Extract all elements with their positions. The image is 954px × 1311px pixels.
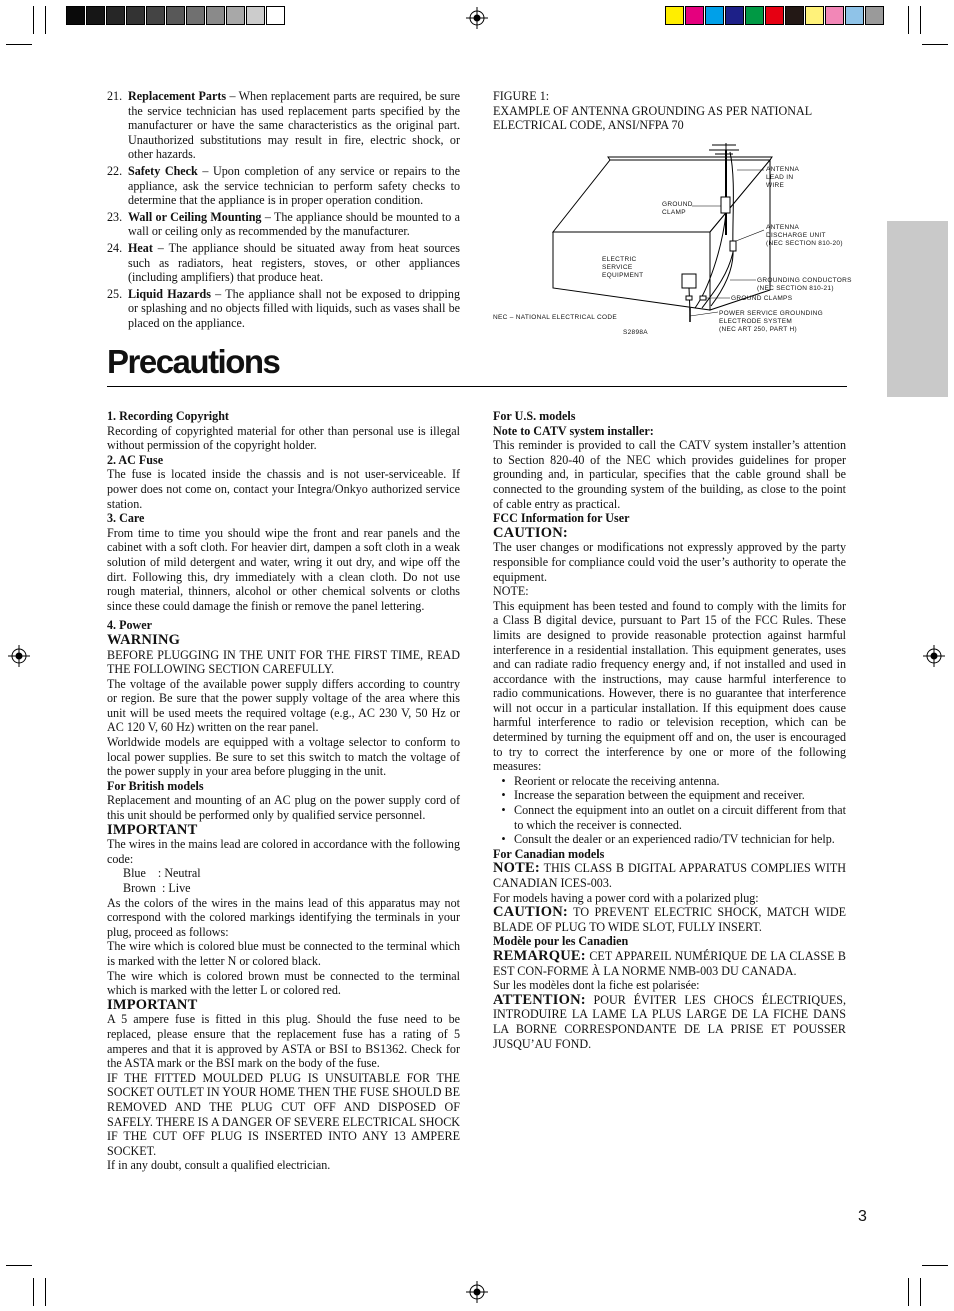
label-power-service: POWER SERVICE GROUNDING xyxy=(719,310,823,317)
crop-mark xyxy=(920,1278,921,1306)
warning-heading: WARNING xyxy=(107,631,181,648)
figure-caption xyxy=(493,89,812,133)
caution-text: TO PREVENT ELECTRIC SHOCK, MATCH WIDE BLADE OF PLUG TO WIDE SLOT, FULLY INSERT. xyxy=(493,905,846,934)
left-column xyxy=(107,409,460,1173)
list-item xyxy=(493,832,846,847)
attention-heading: ATTENTION: xyxy=(493,991,586,1008)
list-item-term: Liquid Hazards xyxy=(128,286,211,301)
color-swatch xyxy=(725,6,744,25)
bullet-icon: • xyxy=(501,773,506,788)
color-swatch xyxy=(805,6,824,25)
color-swatch xyxy=(705,6,724,25)
label-grounding-conductors: GROUNDING CONDUCTORS xyxy=(757,277,852,284)
list-item xyxy=(493,788,846,803)
wire-code-blue: Blue : Neutral xyxy=(123,866,201,881)
crop-mark xyxy=(908,1278,909,1306)
warning-text: BEFORE PLUGGING IN THE UNIT FOR THE FIRST TIME, READ THE FOLLOWING SECTION CAREFULLY. xyxy=(107,647,460,677)
side-tab xyxy=(887,221,948,397)
antenna-discharge-unit xyxy=(730,241,736,251)
section-text: From time to time you should wipe the front and rear panels and the cabinet with a soft cloth. For heavier dirt, dampen a soft cloth in a weak solution of mild detergent and water, wring it out dry, and wipe off the dirt. Following this, dry immediately with a clean cloth. Do not use rough material, thinners, alcohol or other chemical solvents or cloths since these could damage the finish or remove the panel lettering. xyxy=(107,525,460,613)
label-electric-service: EQUIPMENT xyxy=(602,272,644,279)
polarisee-text: Sur les modèles dont la fiche est polarisée: xyxy=(493,978,700,993)
label-electric-service: SERVICE xyxy=(602,264,633,271)
bullet-icon: • xyxy=(501,788,506,803)
label-antenna-lead: LEAD IN xyxy=(766,174,794,181)
colors-text: As the colors of the wires in the mains lead of this apparatus may not correspond with the colored markings identifying the terminals in your plug, proceed as follows: xyxy=(107,895,460,939)
color-swatch xyxy=(86,6,105,25)
list-item-body xyxy=(128,241,460,285)
bullet-text: Connect the equipment into an outlet on a circuit different from that to which the receiver is connected. xyxy=(514,803,846,832)
canada-heading: For Canadian models xyxy=(493,846,605,861)
page-number: 3 xyxy=(858,1208,867,1225)
crop-mark xyxy=(922,1265,948,1266)
british-heading: For British models xyxy=(107,778,204,793)
caution-heading: CAUTION: xyxy=(493,904,568,921)
voltage-text: The voltage of the available power supply differs according to country or region. Be sure that the power supply voltage of the area where this unit will be used meets the required voltage (e.g., AC 230 V, 50 Hz or AC 120 V, 60 Hz) written on the rear panel. xyxy=(107,676,460,735)
list-item-text: – Upon completion of any service or repairs to the appliance, ask the service technician to perform safety checks to determine that the appliance is in proper operation condition. xyxy=(128,163,460,208)
list-item-term: Safety Check xyxy=(128,163,198,178)
blue-wire-text: The wire which is colored blue must be connected to the terminal which is marked with the letter N or colored black. xyxy=(107,939,460,968)
list-item-body xyxy=(128,287,460,331)
list-item-body xyxy=(128,89,460,162)
section-heading: 3. Care xyxy=(107,511,145,526)
electric-service-equipment xyxy=(682,274,696,288)
registration-mark-icon xyxy=(8,645,30,667)
label-ground-clamps: GROUND CLAMPS xyxy=(731,295,793,302)
color-swatch xyxy=(226,6,245,25)
label-power-service: ELECTRODE SYSTEM xyxy=(719,318,793,325)
list-item xyxy=(493,774,846,789)
list-item-number: 21. xyxy=(107,89,123,103)
list-item xyxy=(107,89,460,162)
list-item-number: 23. xyxy=(107,209,123,224)
note-text: THIS CLASS B DIGITAL APPARATUS COMPLIES WITH CANADIAN ICES-003. xyxy=(493,861,846,890)
list-item xyxy=(107,241,460,285)
crop-mark xyxy=(33,6,34,34)
wire-code-brown: Brown : Live xyxy=(123,881,191,895)
list-item-text: – The appliance should be situated away from heat sources such as radiators, heat registers, stoves, or other appliances (including amplifiers) that produce heat. xyxy=(128,240,460,285)
crop-mark xyxy=(908,6,909,34)
color-swatch xyxy=(845,6,864,25)
section-text: Recording of copyrighted material for other than personal use is illegal without permission of the copyright holder. xyxy=(107,423,460,453)
color-swatch xyxy=(106,6,125,25)
figure-title-line: EXAMPLE OF ANTENNA GROUNDING AS PER NATIONAL xyxy=(493,103,813,118)
important-text: The wires in the mains lead are colored in accordance with the following code: xyxy=(107,837,460,866)
caution-text: The user changes or modifications not expressly approved by the party responsible for compliance could void the user’s authority to operate the equipment. xyxy=(493,540,846,584)
color-swatch xyxy=(266,6,285,25)
caution-heading: CAUTION: xyxy=(493,524,568,541)
color-swatch xyxy=(685,6,704,25)
label-antenna-lead: ANTENNA xyxy=(766,166,800,173)
label-nec: NEC – NATIONAL ELECTRICAL CODE xyxy=(493,314,617,321)
list-item xyxy=(107,164,460,208)
label-grounding-conductors: (NEC SECTION 810-21) xyxy=(757,285,834,292)
color-swatch xyxy=(745,6,764,25)
section-heading: 2. AC Fuse xyxy=(107,452,164,467)
section-text: The fuse is located inside the chassis and is not user-serviceable. If power does not come on, contact your Integra/Onkyo authorized service station. xyxy=(107,467,460,511)
antenna-grounding-diagram xyxy=(490,140,860,340)
color-swatch xyxy=(865,6,884,25)
bullet-text: Consult the dealer or an experienced radio/TV technician for help. xyxy=(514,832,835,847)
color-swatch xyxy=(246,6,265,25)
crop-mark xyxy=(920,6,921,34)
catv-heading: Note to CATV system installer: xyxy=(493,423,654,438)
fcc-measures-list xyxy=(493,774,846,847)
ground-clamp xyxy=(721,197,730,213)
polarized-text: For models having a power cord with a polarized plug: xyxy=(493,890,759,905)
title-rule xyxy=(107,386,847,387)
list-item-term: Wall or Ceiling Mounting xyxy=(128,209,262,224)
figure-number: FIGURE 1: xyxy=(493,89,550,103)
list-item-text: – The appliance shall not be exposed to dripping or splashing and no objects filled with liquids, such as vases shall be placed on the appliance. xyxy=(128,286,460,330)
crop-mark xyxy=(922,44,948,45)
fcc-heading: FCC Information for User xyxy=(493,511,630,526)
list-item xyxy=(107,287,460,331)
list-item-body xyxy=(128,210,460,239)
british-text: Replacement and mounting of an AC plug on the power supply cord of this unit should be performed only by qualified service personnel. xyxy=(107,793,460,823)
registration-mark-icon xyxy=(923,645,945,667)
label-discharge-unit: ANTENNA xyxy=(766,224,800,231)
bullet-text: Reorient or relocate the receiving antenna. xyxy=(514,773,720,788)
section-heading: 1. Recording Copyright xyxy=(107,409,229,423)
label-ground-clamp: CLAMP xyxy=(662,209,686,216)
list-item-number: 24. xyxy=(107,240,123,255)
label-electric-service: ELECTRIC xyxy=(602,256,637,263)
list-item-term: Replacement Parts xyxy=(128,89,227,103)
section-heading: 4. Power xyxy=(107,618,152,633)
crop-mark xyxy=(33,1278,34,1306)
figure-title-line: ELECTRICAL CODE, ANSI/NFPA 70 xyxy=(493,118,684,133)
list-item-number: 22. xyxy=(107,163,123,178)
important-heading: IMPORTANT xyxy=(107,996,198,1013)
crop-mark xyxy=(6,44,32,45)
catv-text: This reminder is provided to call the CATV system installer’s attention to Section 820-40 of the NEC which provides guidelines for proper grounding and, in particular, specifies that the cable ground shall be connected to the grounding system of the building, as close to the point of cable entry as practical. xyxy=(493,438,846,511)
fuse-text: A 5 ampere fuse is fitted in this plug. Should the fuse need to be replaced, please ensure that the replacement fuse has a rating of 5 amperes and that it is approved by ASTA or BSI to BS1362. Check for the ASTA mark or the BSI mark on the body of the fuse. xyxy=(107,1012,460,1071)
list-item-number: 25. xyxy=(107,286,123,301)
crop-mark xyxy=(45,1278,46,1306)
fcc-text: This equipment has been tested and found to comply with the limits for a Class B digital device, pursuant to Part 15 of the FCC Rules. These limits are designed to provide reasonable protection against harmful interference in a residential installation. This equipment generates, uses and can radiate radio frequency energy and, if not installed and used in accordance with the instructions, may cause harmful interference to radio communications. However, there is no guarantee that interference will not occur in a particular installation. If this equipment does cause harmful interference to radio or television reception, which can be determined by turning the equipment off and on, the user is encouraged to try to correct the interference by one or more of the following measures: xyxy=(493,598,846,774)
page-title: Precautions xyxy=(107,343,280,380)
plug-warning-text: IF THE FITTED MOULDED PLUG IS UNSUITABLE FOR THE SOCKET OUTLET IN YOUR HOME THEN THE FUSE SHOULD BE REMOVED AND THE PLUG CUT OFF AND DISPOSED OF SAFELY. THERE IS A DANGER OF SEVERE ELECTRICAL SHOCK IF THE CUT OFF PLUG IS INSERTED INTO ANY 13 AMPERE SOCKET. xyxy=(107,1070,461,1158)
list-item-text: – The appliance should be mounted to a wall or ceiling only as recommended by the manufacturer. xyxy=(128,209,460,239)
us-models-heading: For U.S. models xyxy=(493,409,576,423)
crop-mark xyxy=(6,1265,32,1266)
label-antenna-lead: WIRE xyxy=(766,182,785,189)
note-label: NOTE: xyxy=(493,584,529,599)
list-item xyxy=(107,210,460,239)
registration-mark-icon xyxy=(466,7,488,29)
important-heading: IMPORTANT xyxy=(107,821,198,838)
color-swatch xyxy=(186,6,205,25)
color-swatch xyxy=(126,6,145,25)
label-ground-clamp: GROUND xyxy=(662,201,693,208)
color-swatch xyxy=(665,6,684,25)
bullet-text: Increase the separation between the equipment and receiver. xyxy=(514,788,805,803)
attention-text: POUR ÉVITER LES CHOCS ÉLECTRIQUES, INTRODUIRE LA LAME LA PLUS LARGE DE LA FICHE DANS LA BORNE CORRESPONDANTE DE LA PRISE ET POUSSER JUSQU’AU FOND. xyxy=(493,992,846,1051)
figure-code: S2898A xyxy=(623,329,648,336)
list-item-term: Heat xyxy=(128,240,153,255)
registration-mark-icon xyxy=(466,1281,488,1303)
color-swatch xyxy=(206,6,225,25)
right-column xyxy=(493,409,846,1051)
color-swatch xyxy=(765,6,784,25)
grayscale-color-bar xyxy=(66,6,286,25)
list-item-text: – When replacement parts are required, be sure the service technician has used replacement parts specified by the manufacturer or have the same characteristics as the original part. Unauthorized substitutions may result in fire, electric shock, or other hazards. xyxy=(128,89,460,162)
list-item xyxy=(493,803,846,832)
note-heading: NOTE: xyxy=(493,860,540,877)
color-swatch xyxy=(785,6,804,25)
remarque-text: CET APPAREIL NUMÉRIQUE DE LA CLASSE B EST CON-FORME À LA NORME NMB-003 DU CANADA. xyxy=(493,948,846,978)
color-swatch xyxy=(825,6,844,25)
list-item-body xyxy=(128,164,460,208)
brown-wire-text: The wire which is colored brown must be connected to the terminal which is marked with the letter L or colored red. xyxy=(107,968,460,998)
safety-list-continued xyxy=(107,89,460,333)
remarque-heading: REMARQUE: xyxy=(493,947,586,964)
color-swatch xyxy=(146,6,165,25)
label-discharge-unit: DISCHARGE UNIT xyxy=(766,232,826,239)
modele-heading: Modèle pour les Canadien xyxy=(493,934,629,949)
doubt-text: If in any doubt, consult a qualified electrician. xyxy=(107,1158,331,1173)
process-color-bar xyxy=(665,6,885,25)
label-discharge-unit: (NEC SECTION 810-20) xyxy=(766,240,843,247)
bullet-icon: • xyxy=(501,832,506,847)
bullet-icon: • xyxy=(501,803,506,818)
color-swatch xyxy=(166,6,185,25)
color-swatch xyxy=(66,6,85,25)
label-power-service: (NEC ART 250, PART H) xyxy=(719,326,797,333)
crop-mark xyxy=(45,6,46,34)
worldwide-text: Worldwide models are equipped with a voltage selector to conform to local power supplies. Be sure to set this switch to match the voltage of the power supply in your area before plugging in the unit. xyxy=(107,735,460,779)
